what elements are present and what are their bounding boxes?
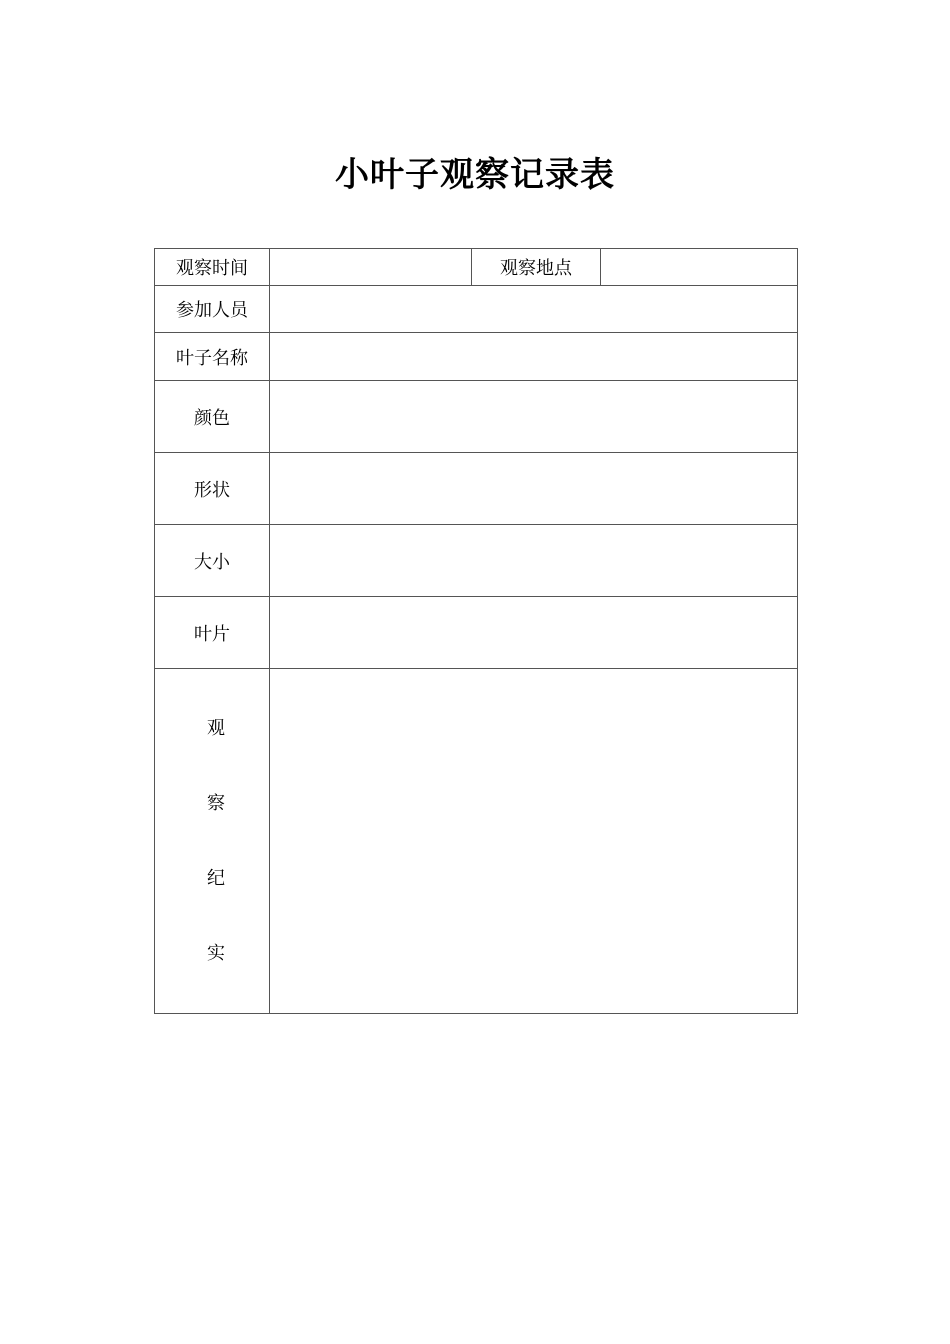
notes-label-char: 察 [207,792,225,814]
blade-field[interactable] [270,597,798,669]
time-field[interactable] [270,249,472,286]
size-label: 大小 [155,525,270,597]
shape-label: 形状 [155,453,270,525]
place-field[interactable] [601,249,798,286]
notes-label-char: 观 [207,717,225,739]
row-shape [155,453,798,525]
place-label: 观察地点 [472,249,601,286]
blade-label: 叶片 [155,597,270,669]
participants-label: 参加人员 [155,286,270,333]
shape-field[interactable] [270,453,798,525]
row-notes [155,669,798,1014]
size-field[interactable] [270,525,798,597]
notes-label-char: 纪 [207,867,225,889]
row-color [155,381,798,453]
participants-field[interactable] [270,286,798,333]
row-size [155,525,798,597]
page-title: 小叶子观察记录表 [335,155,615,195]
notes-label [155,669,270,1014]
leaf-name-field[interactable] [270,333,798,381]
row-leaf-name [155,333,798,381]
row-time-place [155,249,798,286]
color-field[interactable] [270,381,798,453]
leaf-name-label: 叶子名称 [155,333,270,381]
color-label: 颜色 [155,381,270,453]
time-label: 观察时间 [155,249,270,286]
row-blade [155,597,798,669]
observation-record-table [154,248,798,1014]
row-participants [155,286,798,333]
notes-label-char: 实 [207,942,225,964]
notes-field[interactable] [270,669,798,1014]
